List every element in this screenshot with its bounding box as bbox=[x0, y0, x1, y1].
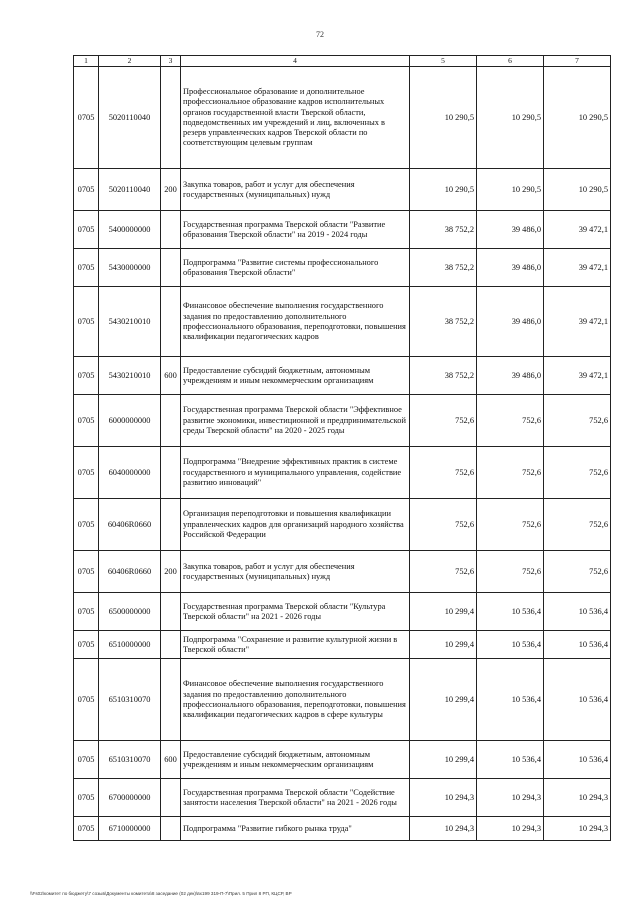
budget-table bbox=[73, 55, 611, 841]
item-name-cell: Закупка товаров, работ и услуг для обеспечения государственных (муниципальных) нужд bbox=[181, 551, 410, 593]
amount-col5-cell: 752,6 bbox=[410, 395, 477, 447]
header-cell: 4 bbox=[181, 56, 410, 67]
expense-type-cell bbox=[161, 395, 181, 447]
target-article-cell: 6500000000 bbox=[99, 593, 161, 631]
table-row bbox=[74, 395, 611, 447]
expense-type-cell bbox=[161, 499, 181, 551]
section-code-cell: 0705 bbox=[74, 593, 99, 631]
expense-type-cell bbox=[161, 287, 181, 357]
amount-col6-cell: 10 290,5 bbox=[477, 169, 544, 211]
expense-type-cell bbox=[161, 249, 181, 287]
item-name-cell: Подпрограмма "Развитие гибкого рынка труда" bbox=[181, 817, 410, 841]
page-number: 72 bbox=[316, 30, 324, 39]
amount-col7-cell: 752,6 bbox=[544, 499, 611, 551]
header-cell: 5 bbox=[410, 56, 477, 67]
target-article-cell: 5430210010 bbox=[99, 357, 161, 395]
amount-col5-cell: 752,6 bbox=[410, 499, 477, 551]
item-name-cell: Государственная программа Тверской области "Культура Тверской области" на 2021 - 2026 годы bbox=[181, 593, 410, 631]
header-cell: 3 bbox=[161, 56, 181, 67]
expense-type-cell bbox=[161, 447, 181, 499]
section-code-cell: 0705 bbox=[74, 249, 99, 287]
amount-col7-cell: 752,6 bbox=[544, 395, 611, 447]
amount-col7-cell: 10 536,4 bbox=[544, 659, 611, 741]
amount-col7-cell: 10 536,4 bbox=[544, 631, 611, 659]
amount-col5-cell: 38 752,2 bbox=[410, 249, 477, 287]
table-row bbox=[74, 741, 611, 779]
item-name-cell: Подпрограмма "Сохранение и развитие культурной жизни в Тверской области" bbox=[181, 631, 410, 659]
amount-col6-cell: 39 486,0 bbox=[477, 287, 544, 357]
section-code-cell: 0705 bbox=[74, 659, 99, 741]
section-code-cell: 0705 bbox=[74, 779, 99, 817]
target-article-cell: 6040000000 bbox=[99, 447, 161, 499]
amount-col5-cell: 752,6 bbox=[410, 551, 477, 593]
amount-col7-cell: 10 294,3 bbox=[544, 817, 611, 841]
table-row bbox=[74, 67, 611, 169]
amount-col5-cell: 10 290,5 bbox=[410, 169, 477, 211]
amount-col6-cell: 39 486,0 bbox=[477, 211, 544, 249]
expense-type-cell bbox=[161, 779, 181, 817]
section-code-cell: 0705 bbox=[74, 169, 99, 211]
item-name-cell: Финансовое обеспечение выполнения государственного задания по предоставлению дополнительного профессионального образования, переподготовки, повышения квалификации педагогических кадров bbox=[181, 287, 410, 357]
expense-type-cell: 600 bbox=[161, 357, 181, 395]
amount-col6-cell: 10 536,4 bbox=[477, 659, 544, 741]
table-row bbox=[74, 499, 611, 551]
amount-col5-cell: 38 752,2 bbox=[410, 211, 477, 249]
amount-col6-cell: 752,6 bbox=[477, 551, 544, 593]
expense-type-cell bbox=[161, 631, 181, 659]
target-article-cell: 6510000000 bbox=[99, 631, 161, 659]
item-name-cell: Предоставление субсидий бюджетным, автономным учреждениям и иным некоммерческим организациям bbox=[181, 357, 410, 395]
amount-col6-cell: 752,6 bbox=[477, 499, 544, 551]
table-row bbox=[74, 169, 611, 211]
expense-type-cell bbox=[161, 211, 181, 249]
item-name-cell: Подпрограмма "Развитие системы профессионального образования Тверской области" bbox=[181, 249, 410, 287]
table-row bbox=[74, 593, 611, 631]
amount-col6-cell: 752,6 bbox=[477, 395, 544, 447]
section-code-cell: 0705 bbox=[74, 357, 99, 395]
amount-col6-cell: 752,6 bbox=[477, 447, 544, 499]
amount-col6-cell: 10 294,3 bbox=[477, 779, 544, 817]
table-row bbox=[74, 659, 611, 741]
amount-col5-cell: 10 299,4 bbox=[410, 741, 477, 779]
target-article-cell: 5020110040 bbox=[99, 169, 161, 211]
amount-col7-cell: 752,6 bbox=[544, 551, 611, 593]
section-code-cell: 0705 bbox=[74, 551, 99, 593]
section-code-cell: 0705 bbox=[74, 67, 99, 169]
expense-type-cell: 600 bbox=[161, 741, 181, 779]
table-row bbox=[74, 631, 611, 659]
amount-col5-cell: 38 752,2 bbox=[410, 357, 477, 395]
target-article-cell: 6510310070 bbox=[99, 741, 161, 779]
item-name-cell: Предоставление субсидий бюджетным, автономным учреждениям и иным некоммерческим организациям bbox=[181, 741, 410, 779]
item-name-cell: Подпрограмма "Внедрение эффективных практик в системе государственного и муниципального управления, содействие развитию инноваций" bbox=[181, 447, 410, 499]
target-article-cell: 6510310070 bbox=[99, 659, 161, 741]
amount-col7-cell: 39 472,1 bbox=[544, 357, 611, 395]
amount-col6-cell: 10 536,4 bbox=[477, 741, 544, 779]
section-code-cell: 0705 bbox=[74, 287, 99, 357]
target-article-cell: 5400000000 bbox=[99, 211, 161, 249]
section-code-cell: 0705 bbox=[74, 211, 99, 249]
expense-type-cell bbox=[161, 593, 181, 631]
amount-col5-cell: 10 290,5 bbox=[410, 67, 477, 169]
section-code-cell: 0705 bbox=[74, 631, 99, 659]
amount-col5-cell: 10 299,4 bbox=[410, 593, 477, 631]
amount-col7-cell: 10 290,5 bbox=[544, 169, 611, 211]
amount-col7-cell: 10 294,3 bbox=[544, 779, 611, 817]
expense-type-cell bbox=[161, 659, 181, 741]
header-cell: 1 bbox=[74, 56, 99, 67]
item-name-cell: Финансовое обеспечение выполнения государственного задания по предоставлению дополнительного профессионального образования, переподготовки, повышения квалификации педагогических кадров в сфере культуры bbox=[181, 659, 410, 741]
item-name-cell: Государственная программа Тверской области "Развитие образования Тверской области" на 2019 - 2024 годы bbox=[181, 211, 410, 249]
section-code-cell: 0705 bbox=[74, 817, 99, 841]
expense-type-cell: 200 bbox=[161, 169, 181, 211]
target-article-cell: 5430000000 bbox=[99, 249, 161, 287]
amount-col6-cell: 10 294,3 bbox=[477, 817, 544, 841]
target-article-cell: 6710000000 bbox=[99, 817, 161, 841]
amount-col5-cell: 10 299,4 bbox=[410, 631, 477, 659]
table-header-row bbox=[74, 56, 611, 67]
amount-col7-cell: 10 536,4 bbox=[544, 593, 611, 631]
table-row bbox=[74, 211, 611, 249]
target-article-cell: 6700000000 bbox=[99, 779, 161, 817]
table-row bbox=[74, 249, 611, 287]
item-name-cell: Профессиональное образование и дополнительное профессиональное образование кадров исполнительных органов государственной власти Тверской области, подведомственных им учреждений и лиц, включенных в резерв управленческих кадров Тверской области по соответствующим целевым группам bbox=[181, 67, 410, 169]
amount-col5-cell: 10 294,3 bbox=[410, 817, 477, 841]
item-name-cell: Государственная программа Тверской области "Содействие занятости населения Тверской области" на 2021 - 2026 годы bbox=[181, 779, 410, 817]
table-row bbox=[74, 357, 611, 395]
target-article-cell: 5430210010 bbox=[99, 287, 161, 357]
amount-col5-cell: 10 299,4 bbox=[410, 659, 477, 741]
amount-col6-cell: 10 536,4 bbox=[477, 631, 544, 659]
expense-type-cell bbox=[161, 817, 181, 841]
table-row bbox=[74, 551, 611, 593]
amount-col7-cell: 39 472,1 bbox=[544, 249, 611, 287]
amount-col7-cell: 39 472,1 bbox=[544, 287, 611, 357]
header-cell: 6 bbox=[477, 56, 544, 67]
expense-type-cell: 200 bbox=[161, 551, 181, 593]
amount-col6-cell: 10 290,5 bbox=[477, 67, 544, 169]
table-row bbox=[74, 779, 611, 817]
item-name-cell: Государственная программа Тверской области "Эффективное развитие экономики, инвестиционной и предпринимательской среды Тверской области" на 2020 - 2025 годы bbox=[181, 395, 410, 447]
section-code-cell: 0705 bbox=[74, 741, 99, 779]
table-row bbox=[74, 287, 611, 357]
amount-col7-cell: 39 472,1 bbox=[544, 211, 611, 249]
amount-col7-cell: 10 536,4 bbox=[544, 741, 611, 779]
target-article-cell: 60406R0660 bbox=[99, 551, 161, 593]
header-cell: 2 bbox=[99, 56, 161, 67]
expense-type-cell bbox=[161, 67, 181, 169]
section-code-cell: 0705 bbox=[74, 499, 99, 551]
amount-col6-cell: 10 536,4 bbox=[477, 593, 544, 631]
amount-col6-cell: 39 486,0 bbox=[477, 249, 544, 287]
footer-file-path: \\Fs02\комитет по бюджету\7 созыв\Документы комитета\8 заседание (02 дек)\вх199 319-П-7\Прил. 5 Прил 8 РП, КЦСР, ВР bbox=[30, 891, 292, 896]
amount-col5-cell: 38 752,2 bbox=[410, 287, 477, 357]
table-row bbox=[74, 817, 611, 841]
header-cell: 7 bbox=[544, 56, 611, 67]
table-row bbox=[74, 447, 611, 499]
item-name-cell: Закупка товаров, работ и услуг для обеспечения государственных (муниципальных) нужд bbox=[181, 169, 410, 211]
item-name-cell: Организация переподготовки и повышения квалификации управленческих кадров для организаций народного хозяйства Российской Федерации bbox=[181, 499, 410, 551]
amount-col6-cell: 39 486,0 bbox=[477, 357, 544, 395]
amount-col7-cell: 10 290,5 bbox=[544, 67, 611, 169]
amount-col7-cell: 752,6 bbox=[544, 447, 611, 499]
amount-col5-cell: 752,6 bbox=[410, 447, 477, 499]
section-code-cell: 0705 bbox=[74, 395, 99, 447]
target-article-cell: 60406R0660 bbox=[99, 499, 161, 551]
section-code-cell: 0705 bbox=[74, 447, 99, 499]
target-article-cell: 6000000000 bbox=[99, 395, 161, 447]
target-article-cell: 5020110040 bbox=[99, 67, 161, 169]
amount-col5-cell: 10 294,3 bbox=[410, 779, 477, 817]
